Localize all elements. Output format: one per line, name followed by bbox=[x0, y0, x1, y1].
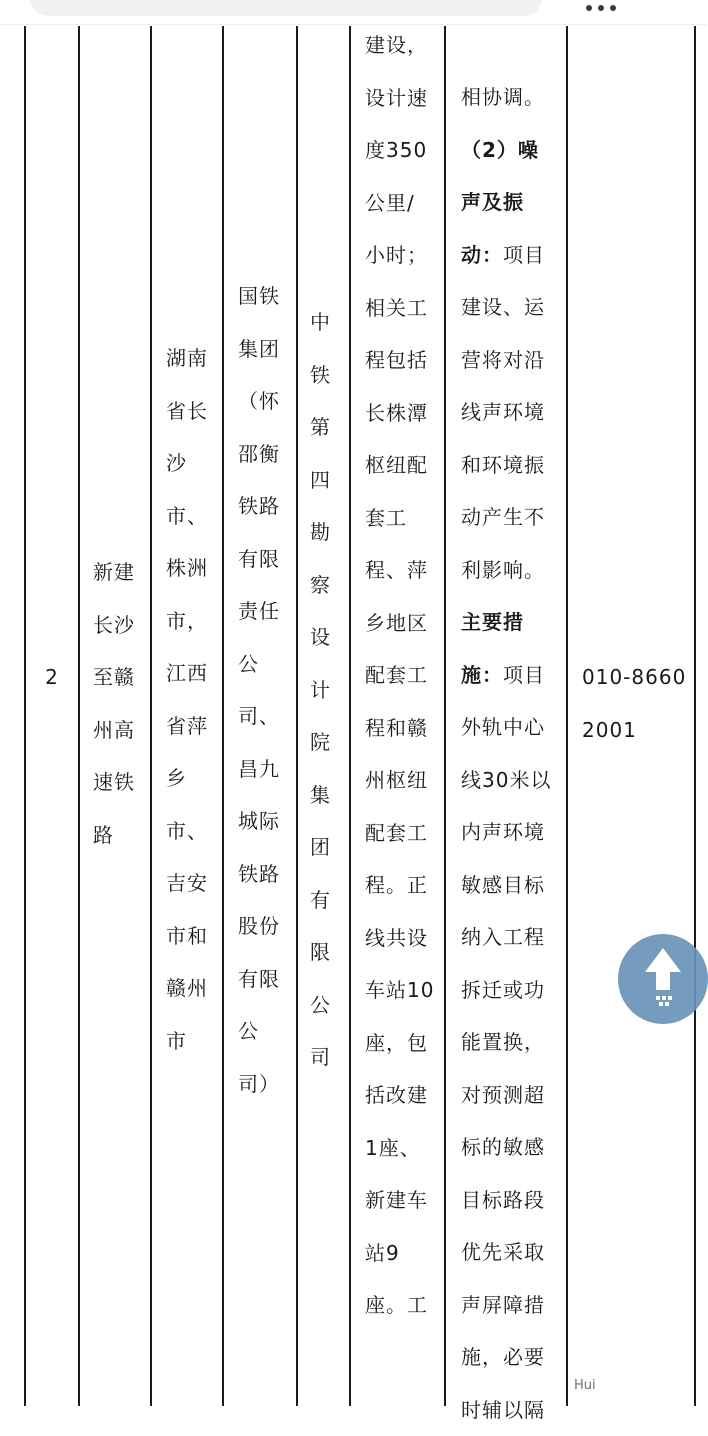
construction-content: 建设，设计速度350公里/小时；相关工程包括长株潭枢纽配套工程、萍乡地区配套工程和赣州枢纽配套工程。正线共设车站10座，包括改建1座、新建车站9座。工 bbox=[365, 33, 435, 1317]
construction-unit: 国铁集团（怀邵衡铁路有限责任公司、昌九城际铁路股份有限公司） bbox=[238, 284, 280, 1096]
top-bar bbox=[0, 0, 707, 25]
watermark-text: Hui bbox=[574, 1378, 596, 1393]
environmental-impact bbox=[461, 71, 559, 1436]
env-noise-text: 项目建设、运营将对沿线声环境和环境振动产生不利影响。 bbox=[461, 242, 545, 582]
arrow-up-icon bbox=[643, 946, 683, 1010]
env-top-text: 相协调。 bbox=[461, 85, 545, 109]
cell-environmental-impact bbox=[446, 26, 566, 1422]
scroll-to-top-button[interactable] bbox=[618, 934, 708, 1024]
row-number: 2 bbox=[45, 665, 59, 689]
cell-row-number bbox=[26, 26, 78, 1406]
cell-construction-content bbox=[352, 26, 444, 1406]
env-measures-label: 主要措施： bbox=[461, 610, 524, 687]
project-name: 新建长沙至赣州高速铁路 bbox=[93, 560, 135, 847]
search-bar[interactable] bbox=[30, 0, 542, 16]
env-measures-text: 项目外轨中心线30米以内声环境敏感目标纳入工程拆迁或功能置换，对预测超标的敏感目标路段优先采取声屏障措施，必要时辅以隔 bbox=[461, 662, 552, 1422]
more-dots-icon[interactable] bbox=[586, 0, 622, 15]
cell-contact-phone bbox=[568, 26, 696, 1406]
contact-phone: 010-86602001 bbox=[582, 665, 687, 742]
env-noise-label: （2）噪声及振动： bbox=[461, 137, 539, 267]
watermark bbox=[574, 1378, 707, 1406]
design-unit: 中铁第四勘察设计院集团有限公司 bbox=[310, 310, 331, 1069]
cell-location bbox=[152, 26, 222, 1406]
project-location: 湖南省长沙市、株洲市，江西省萍乡市、吉安市和赣州市 bbox=[166, 346, 208, 1053]
cell-design-unit bbox=[298, 26, 348, 1406]
table-border bbox=[349, 26, 351, 1406]
cell-construction-unit bbox=[224, 26, 296, 1406]
cell-project-name bbox=[80, 26, 150, 1406]
